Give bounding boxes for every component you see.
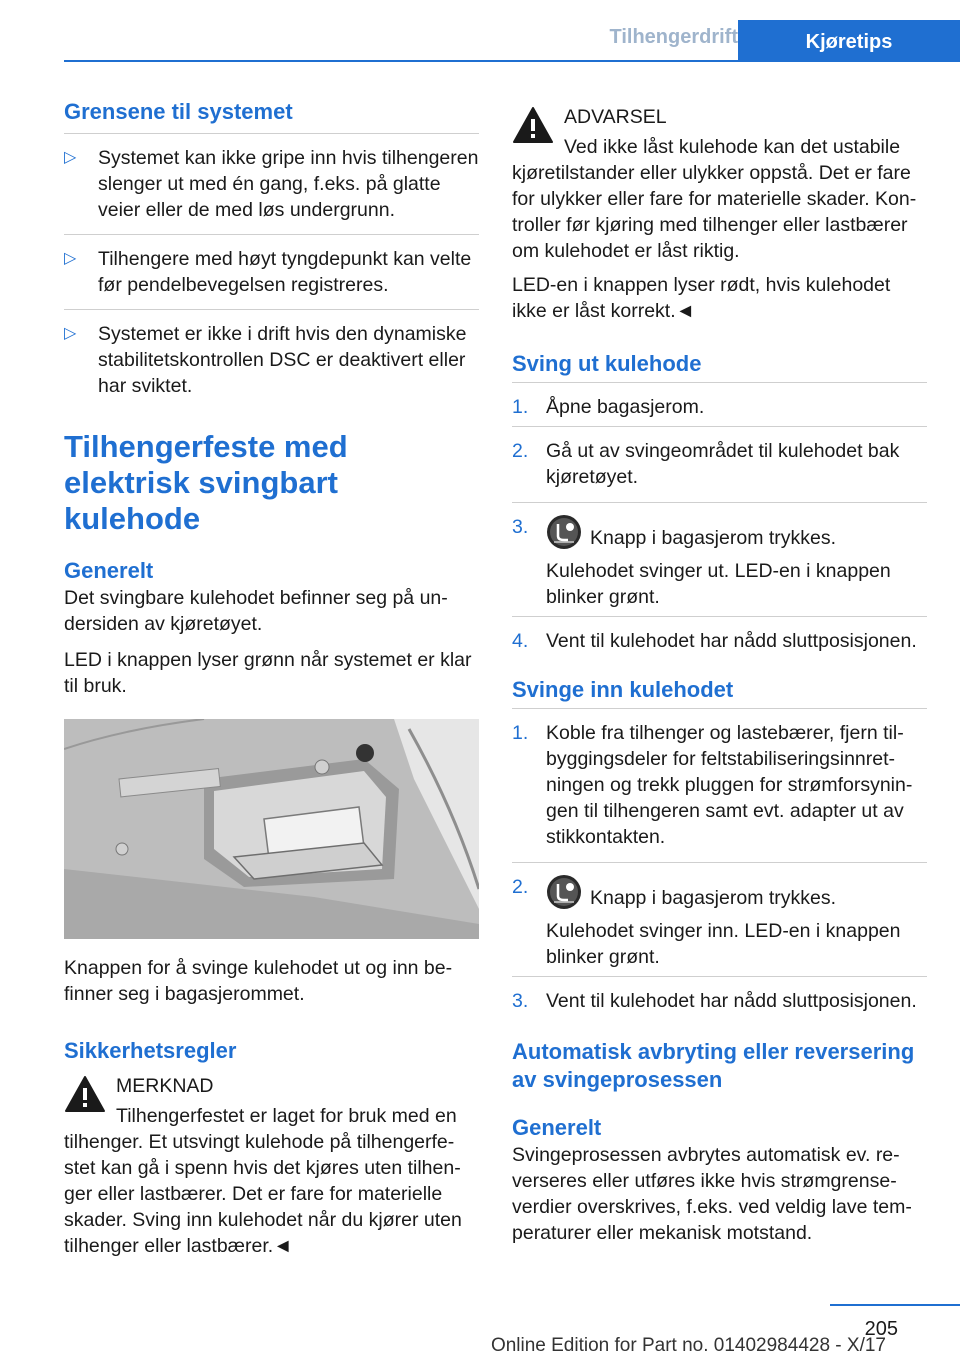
step-text-with-icon <box>546 874 927 911</box>
section-title: Tilhengerfeste med elektrisk svingbart kulehode <box>64 429 348 536</box>
limits-heading: Grensene til systemet <box>64 99 293 124</box>
warning-first-line: Ved ikke låst kulehode kan det ustabile <box>564 136 901 158</box>
warning-triangle-icon <box>512 106 554 144</box>
warning-label: ADVARSEL <box>564 106 667 128</box>
step-note: Kulehodet svinger inn. LED-en i knappen blinker grønt. <box>546 920 901 968</box>
notice-text: tilhenger. Et utsvingt kulehode på tilhengerfestet kan gå i spenn hvis det kjøres uten tilhenger eller lastbærer. Det er fare for materielle skader. Sving inn kulehodet når du kjører uten tilhenger eller lastbærer.◄ <box>64 1131 462 1257</box>
auto-general-heading: Generelt <box>512 1115 602 1140</box>
safety-heading: Sikkerhetsregler <box>64 1038 237 1063</box>
divider <box>512 616 927 617</box>
header-tab-kjoretips[interactable]: Kjøretips <box>738 20 960 62</box>
step-number: 4. <box>512 630 529 652</box>
step-number: 3. <box>512 990 529 1012</box>
bullet-text: Tilhengere med høyt tyngdepunkt kan velte før pendelbevegelsen registreres. <box>98 248 472 296</box>
list-item <box>512 874 927 970</box>
step-number: 1. <box>512 396 529 418</box>
auto-general-text: Svingeprosessen avbrytes automatisk ev. reverseres eller utføres ikke hvis strømgrenseverdier overskrives, f.eks. ved veldig lave temperaturer eller mekanisk motstand. <box>512 1144 912 1244</box>
list-item <box>512 438 927 490</box>
bullet-text: Systemet kan ikke gripe inn hvis tilhengeren slenger ut med én gang, f.eks. på glatte veier eller de med løs undergrunn. <box>98 147 479 221</box>
step-text: Knapp i bagasjerom trykkes. <box>590 887 837 909</box>
triangle-bullet-icon: ▷ <box>64 250 77 267</box>
trunk-compartment-photo <box>64 719 479 939</box>
footer-rule <box>830 1304 960 1306</box>
step-number: 2. <box>512 876 529 898</box>
tow-hitch-button-icon <box>546 514 582 550</box>
right-column <box>512 104 927 1246</box>
warning-triangle-icon <box>64 1075 106 1113</box>
step-text: Koble fra tilhenger og lastebærer, fjern tilbyggingsdeler for feltstabiliseringsinnretningen og trekk pluggen for strømforsyningen til tilhengeren samt evt. adapter ut av stikkontakten. <box>546 722 913 848</box>
list-item <box>64 246 479 298</box>
swing-in-heading: Svinge inn kulehodet <box>512 677 734 702</box>
left-column <box>64 98 479 1259</box>
step-text: Åpne bagasjerom. <box>546 396 705 418</box>
header-rule <box>64 60 960 62</box>
list-item <box>512 514 927 610</box>
header-tab-tilhengerdrift[interactable]: Tilhengerdrift <box>609 26 738 48</box>
page-number: 205 <box>864 1318 898 1340</box>
step-number: 1. <box>512 722 529 744</box>
led-note: LED-en i knappen lyser rødt, hvis kulehodet ikke er låst korrekt.◄ <box>512 274 891 322</box>
step-note: Kulehodet svinger ut. LED-en i knappen blinker grønt. <box>546 560 891 608</box>
triangle-bullet-icon: ▷ <box>64 325 77 342</box>
list-item <box>512 628 927 654</box>
step-text: Gå ut av svingeområdet til kulehodet bak kjøretøyet. <box>546 440 900 488</box>
edition-footer: Online Edition for Part no. 01402984428 - X/17 <box>490 1335 886 1356</box>
notice-label: MERKNAD <box>116 1075 214 1097</box>
step-text: Vent til kulehodet har nådd sluttposisjonen. <box>546 990 917 1012</box>
image-caption: Knappen for å svinge kulehodet ut og inn befinner seg i bagasjerommet. <box>64 957 453 1005</box>
general-heading: Generelt <box>64 558 154 583</box>
triangle-bullet-icon: ▷ <box>64 149 77 166</box>
list-item <box>512 720 927 850</box>
divider <box>64 309 479 310</box>
step-text: Knapp i bagasjerom trykkes. <box>590 527 837 549</box>
notice-block <box>64 1073 479 1259</box>
tow-hitch-button-icon <box>546 874 582 910</box>
divider <box>64 234 479 235</box>
swing-out-heading: Sving ut kulehode <box>512 351 702 376</box>
notice-first-line: Tilhengerfestet er laget for bruk med en <box>116 1105 457 1127</box>
general-paragraph-1: Det svingbare kulehodet befinner seg på undersiden av kjøretøyet. <box>64 587 448 635</box>
step-number: 3. <box>512 516 529 538</box>
step-text-with-icon <box>546 514 927 551</box>
list-item <box>512 394 927 420</box>
general-paragraph-2: LED i knappen lyser grønn når systemet er klar til bruk. <box>64 649 472 697</box>
divider <box>64 133 479 134</box>
step-number: 2. <box>512 440 529 462</box>
list-item <box>64 145 479 223</box>
divider <box>512 382 927 383</box>
divider <box>512 862 927 863</box>
divider <box>512 708 927 709</box>
list-item <box>64 321 479 399</box>
bullet-text: Systemet er ikke i drift hvis den dynamiske stabilitetskontrollen DSC er deaktivert eller har sviktet. <box>98 323 467 397</box>
divider <box>512 502 927 503</box>
divider <box>512 426 927 427</box>
auto-heading: Automatisk avbryting eller reversering av svingeprosessen <box>512 1039 915 1092</box>
divider <box>512 976 927 977</box>
step-text: Vent til kulehodet har nådd sluttposisjonen. <box>546 630 917 652</box>
list-item <box>512 988 927 1014</box>
warning-text: kjøretilstander eller ulykker oppstå. Det er fare for ulykker eller fare for materielle skader. Kontroller før kjøring med tilhenger eller lastbærer om kulehodet er låst riktig. <box>512 162 917 262</box>
warning-block <box>512 104 927 264</box>
